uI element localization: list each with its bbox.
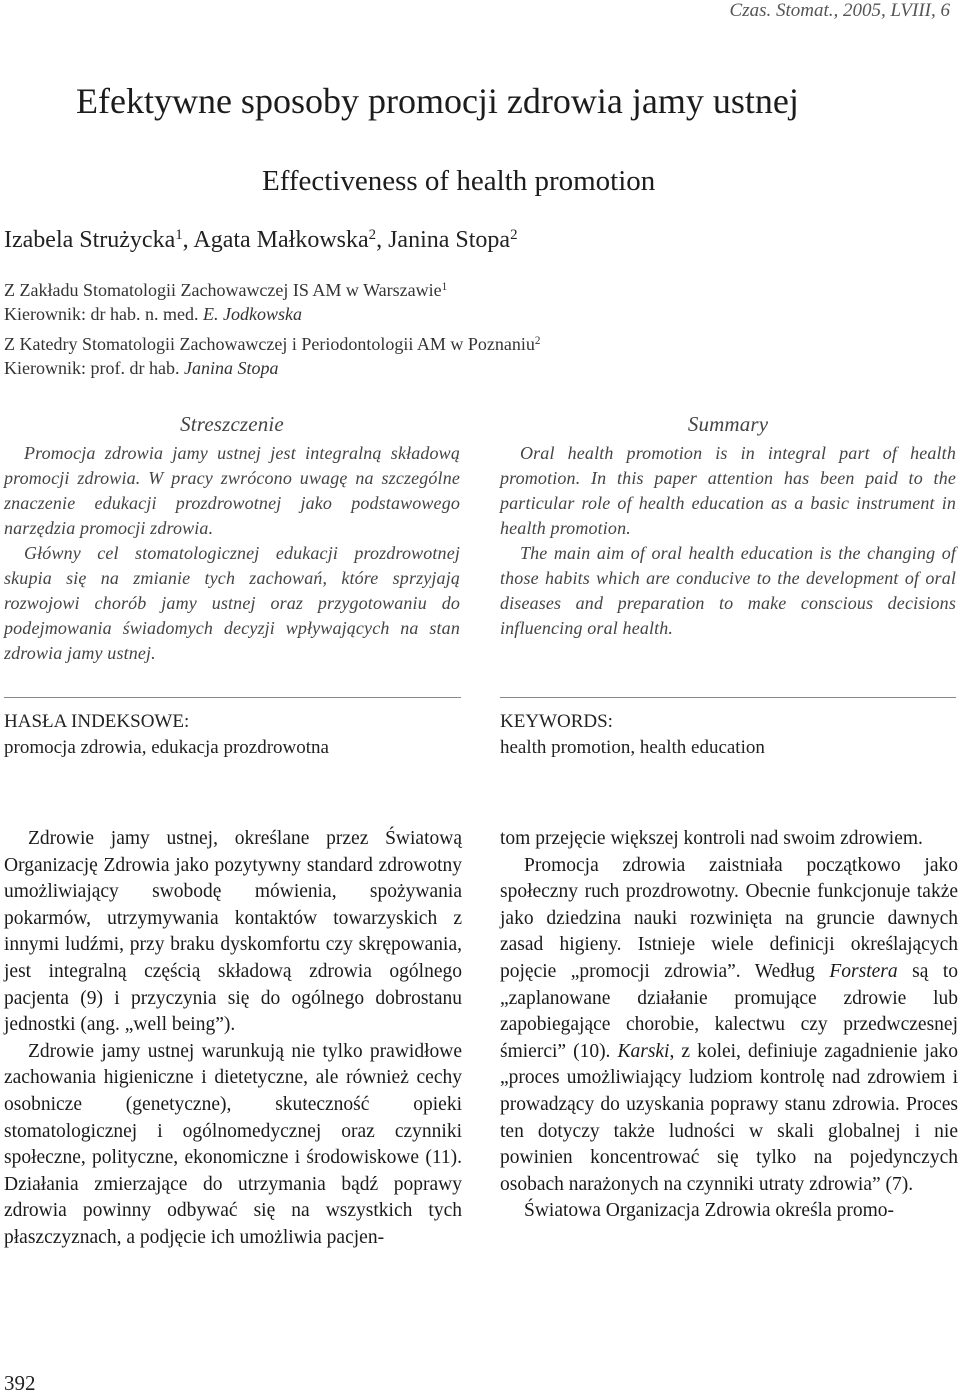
keywords-value: health promotion, health education [500, 737, 765, 758]
affiliation-department: Z Katedry Stomatologii Zachowawczej i Periodontologii AM w Poznaniu [4, 334, 535, 354]
affiliation-1-head [4, 304, 302, 325]
affiliation-2-head [4, 358, 278, 379]
keywords-value: promocja zdrowia, edukacja prozdrowotna [4, 737, 329, 758]
body-paragraph: Zdrowie jamy ustnej warunkują nie tylko prawidłowe zachowania higieniczne i dietetyczne, ale również cechy osobnicze (genetyczne), skuteczność opieki stomatologicznej i ogólnomedycznej oraz czynniki społeczne, polityczne, ekonomiczne i środowiskowe (11). Działania zmierzające do utrzymania bądź poprawy zdrowia powinny odbywać się na wszystkich tych płaszczyznach, a podjęcie ich umożliwia pacjen- [4, 1040, 462, 1248]
abstract-paragraph: Główny cel stomatologicznej edukacji prozdrowotnej skupia się na zmianie tych zachowań, które sprzyjają rozwojowi chorób jamy ustnej oraz przygotowaniu do podejmowania świadomych decyzji wpływających na stan zdrowia jamy ustnej. [4, 543, 460, 663]
body-paragraph [500, 853, 958, 1199]
page-number: 392 [4, 1371, 36, 1395]
cited-author: Forstera [829, 960, 898, 982]
affiliation-marker: 1 [441, 280, 448, 293]
body-paragraph: Światowa Organizacja Zdrowia określa promo- [524, 1200, 895, 1222]
affiliation-marker: 1 [175, 226, 183, 243]
abstract-paragraph: Promocja zdrowia jamy ustnej jest integralną składową promocji zdrowia. W pracy zwrócono uwagę na szczególne znaczenie edukacji prozdrowotnej jako podstawowego narzędzia promocji zdrowia. [4, 443, 460, 538]
keywords-divider [4, 697, 461, 698]
body-text: są to „zaplanowane działanie promujące zdrowie lub zapobiegające chorobie, kalectwu czy przedwczesnej śmierci” (10). [500, 960, 958, 1062]
abstract-polish [4, 412, 460, 666]
abstract-paragraph: Oral health promotion is in integral part of health promotion. In this paper attention has been paid to the particular role of health education as a basic instrument in health promotion. [500, 443, 956, 538]
department-head-name: E. Jodkowska [202, 304, 302, 324]
journal-reference: Czas. Stomat., 2005, LVIII, 6 [729, 0, 950, 21]
body-text: , z kolei, definiuje zagadnienie jako „proces umożliwiający ludziom kontrolę nad zdrowiem i prowadzący do uzyskania poprawy stanu zdrowia. Proces ten dotyczy także ludności w skali globalnej i nie powinien koncentrować się tylko na pojedynczych osobach narażonych na czynniki utraty zdrowia” (7). [500, 1040, 958, 1195]
keywords-english [500, 709, 956, 761]
department-head-name: Janina Stopa [183, 358, 279, 378]
affiliation-marker: 2 [534, 334, 541, 347]
affiliation-marker: 2 [368, 226, 377, 243]
abstract-english [500, 412, 956, 641]
body-paragraph: tom przejęcie większej kontroli nad swoim zdrowiem. [500, 828, 923, 849]
keywords-divider [500, 697, 956, 698]
author-name: Agata Małkowska [193, 227, 369, 253]
affiliation-2 [4, 334, 540, 355]
keywords-label: HASŁA INDEKSOWE: [4, 711, 190, 732]
body-column-left [4, 826, 462, 1252]
department-head-prefix: Kierownik: dr hab. n. med. [4, 304, 203, 324]
author-list [4, 227, 518, 254]
body-column-right [500, 826, 958, 1225]
article-title-english: Effectiveness of health promotion [262, 165, 656, 197]
affiliation-department: Z Zakładu Stomatologii Zachowawczej IS AM w Warszawie [4, 280, 442, 300]
body-text: Promocja zdrowia zaistniała początkowo jako społeczny ruch prozdrowotny. Obecnie funkcjonuje także jako dziedzina nauki rozwinięta na gruncie dawnych zasad higieny. Istnieje wiele definicji określających pojęcie „promocji zdrowia”. Według [500, 854, 958, 982]
abstract-paragraph: The main aim of oral health education is the changing of those habits which are conducive to the development of oral diseases and preparation to make conscious decisions influencing oral health. [500, 543, 956, 638]
keywords-polish [4, 709, 460, 761]
abstract-heading: Streszczenie [180, 412, 284, 436]
author-separator: , [182, 227, 194, 253]
cited-author: Karski [617, 1040, 670, 1062]
affiliation-marker: 2 [510, 226, 518, 243]
department-head-prefix: Kierownik: prof. dr hab. [4, 358, 184, 378]
author-name: Izabela Strużycka [4, 227, 176, 253]
author-separator: , [376, 227, 389, 253]
abstract-heading: Summary [687, 412, 769, 436]
affiliation-1 [4, 280, 447, 301]
article-title-polish: Efektywne sposoby promocji zdrowia jamy ustnej [76, 81, 799, 121]
keywords-label: KEYWORDS: [500, 711, 613, 732]
author-name: Janina Stopa [388, 227, 511, 253]
body-paragraph: Zdrowie jamy ustnej, określane przez Światową Organizację Zdrowia jako pozytywny standard zdrowotny umożliwiający swobodę mówienia, spożywania pokarmów, utrzymywania kontaktów towarzyskich z innymi ludźmi, przy braku dyskomfortu czy skrępowania, jest integralną częścią składową zdrowia ogólnego pacjenta (9) i przyczynia się do ogólnego dobrostanu jednostki (ang. „well being”). [4, 828, 462, 1036]
